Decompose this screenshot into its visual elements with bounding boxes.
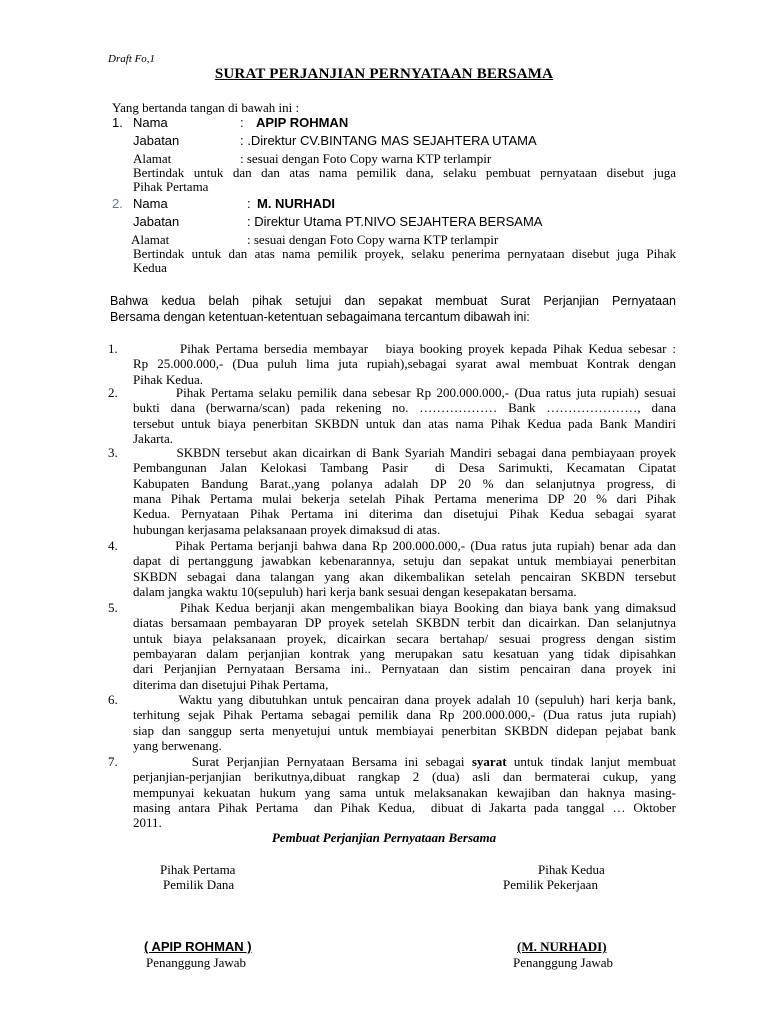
term-line: hubungan kerjasama pelaksanaan proyek dimaksud di atas. — [133, 521, 441, 537]
sign-right-name: (M. NURHADI) — [517, 939, 607, 954]
sign-left-sub: Pemilik Dana — [163, 877, 235, 892]
term-bold-word: syarat — [471, 754, 507, 769]
term-line: Pihak Kedua. — [133, 371, 204, 387]
sign-left-name-text: ( APIP ROHMAN ) — [144, 939, 252, 954]
party1-jabatan-label: Jabatan — [133, 133, 180, 148]
term-line: diterima dan disetujui Pihak Pertama, — [133, 676, 329, 692]
party2-description: Bertindak untuk dan atas nama pemilik proyek, selaku penerima pernyataan disebut juga Pihak — [133, 246, 676, 261]
term-line: 2011. — [133, 815, 162, 831]
party2-description-end: Kedua — [133, 260, 167, 275]
term-number: 2. — [108, 385, 118, 400]
party1-description-end: Pihak Pertama — [133, 179, 209, 194]
party1-description: Bertindak untuk dan dan atas nama pemilik dana, selaku pembuat pernyataan disebut juga — [133, 165, 676, 180]
party2-jabatan: : Direktur Utama PT.NIVO SEJAHTERA BERSAMA — [247, 214, 543, 229]
sign-left-name — [144, 940, 252, 954]
party1-alamat: : sesuai dengan Foto Copy warna KTP terlampir — [240, 151, 492, 166]
term-line: Kabupaten Bandung Barat.,yang polanya adalah DP 20 % dan selanjutnya progress, di — [133, 475, 676, 491]
term-line: Rp 25.000.000,- (Dua puluh lima juta rupiah),sebagai syarat awal membuat Kontrak dengan — [133, 356, 676, 372]
term-line: Pembangunan Jalan Kelokasi Tambang Pasir di Desa Sarimukti, Kecamatan Cipatat — [133, 460, 676, 476]
term-number: 1. — [108, 341, 118, 356]
agreement-line-1: Bahwa kedua belah pihak setujui dan sepakat membuat Surat Perjanjian Pernyataan — [110, 294, 676, 308]
term-line: SKBDN sebagai dana talangan yang akan dikembalikan setelah pencairan SKBDN tersebut — [133, 568, 676, 584]
term-line: Pihak Pertama berjanji bahwa dana Rp 200.000.000,- (Dua ratus juta rupiah) benar ada dan — [133, 538, 676, 553]
party2-alamat-label: Alamat — [131, 232, 170, 247]
term-line: dari Perjanjian Pernyataan Bersama ini.. Pernyataan dan sistim pencairan dana proyek ini — [133, 661, 676, 677]
term-line: mana Pihak Pertama mulai bekerja setelah Pihak Pertama menerima DP 20 % dari Pihak — [133, 490, 676, 506]
document-title: SURAT PERJANJIAN PERNYATAAN BERSAMA — [214, 66, 554, 82]
party1-alamat-label: Alamat — [133, 151, 172, 166]
term-number: 5. — [108, 600, 118, 615]
term-line: untuk biaya pelaksanaan proyek, dicairkan secara bertahap/ sesuai progress dengan sistim — [133, 630, 676, 646]
term-line: tersebut untuk biaya penerbitan SKBDN untuk dan atas nama Pihak Kedua pada Bank Mandiri — [133, 415, 676, 431]
term-number: 7. — [108, 754, 118, 769]
sign-right-title: Penanggung Jawab — [513, 955, 614, 970]
term-line: Waktu yang dibutuhkan untuk pencairan dana proyek adalah 10 (sepuluh) hari kerja bank, — [133, 692, 676, 707]
term-number: 4. — [108, 538, 118, 553]
party2-nama-colon: : — [247, 196, 251, 211]
term-line: yang berwenang. — [133, 737, 222, 753]
term-text: Surat Perjanjian Pernyataan Bersama ini sebagai — [133, 754, 472, 769]
term-line: siap dan sanggup serta menyetujui untuk membiayai penerbitan SKBDN didepan pejabat bank — [133, 722, 676, 738]
term-line: diatas bersamaan pembayaran DP proyek setelah SKBDN terbit dan dicairkan. Dan selanjutnya — [133, 615, 676, 631]
term-line: Pihak Pertama bersedia membayar biaya booking proyek kepada Pihak Kedua sebesar : — [133, 341, 676, 356]
term-line: bukti dana (berwarna/scan) pada rekening no. ……………… Bank …………………, dana — [133, 400, 676, 416]
term-number: 6. — [108, 692, 118, 707]
term-line: Jakarta. — [133, 430, 174, 446]
agreement-line-2: Bersama dengan ketentuan-ketentuan sebagaimana tercantum dibawah ini: — [110, 310, 530, 324]
party2-name: M. NURHADI — [257, 196, 335, 211]
term-line: masing antara Pihak Pertama dan Pihak Kedua, dibuat di Jakarta pada tanggal … Oktober — [133, 799, 676, 815]
sign-left-role: Pihak Pertama — [160, 862, 236, 877]
term-line — [133, 755, 676, 769]
sign-left-title: Penanggung Jawab — [146, 955, 247, 970]
party1-jabatan: : .Direktur CV.BINTANG MAS SEJAHTERA UTAMA — [240, 133, 537, 148]
term-line: Pihak Kedua berjanji akan mengembalikan biaya Booking dan biaya bank yang dimaksud — [133, 600, 676, 615]
draft-label: Draft Fo,1 — [108, 53, 156, 65]
intro-text: Yang bertanda tangan di bawah ini : — [112, 100, 300, 115]
term-line: Pihak Pertama selaku pemilik dana sebesar Rp 200.000.000,- (Dua ratus juta rupiah) sesuai — [133, 385, 676, 400]
party2-jabatan-label: Jabatan — [133, 214, 180, 229]
term-number: 3. — [108, 445, 118, 460]
party1-number: 1. — [112, 115, 123, 130]
term-line: perjanjian-perjanjian berikutnya,dibuat rangkap 2 (dua) asli dan bermaterai cukup, yang — [133, 769, 676, 785]
party2-alamat: : sesuai dengan Foto Copy warna KTP terlampir — [247, 232, 499, 247]
sign-right-role: Pihak Kedua — [538, 862, 605, 877]
party2-number: 2. — [112, 196, 123, 211]
term-line: dalam jangka waktu 10(sepuluh) hari kerja bank sesuai dengan kesepakatan bersama. — [133, 583, 577, 599]
closing-heading: Pembuat Perjanjian Pernyataan Bersama — [271, 830, 497, 845]
term-line: dapat di pertanggung jawabkan kebenarannya, setuju dan sepakat untuk membiayai penerbitan — [133, 553, 676, 569]
term-line: pembayaran dalam perjanjian kontrak yang merupakan satu kesatuan yang tidak dipisahkan — [133, 645, 676, 661]
party1-nama-label: Nama — [133, 115, 168, 130]
sign-right-sub: Pemilik Pekerjaan — [503, 877, 598, 892]
term-text: untuk tindak lanjut membuat — [506, 754, 676, 769]
term-line: Kedua. Pernyataan Pihak Pertama ini diterima dan disetujui Pihak Kedua sebagai syarat — [133, 506, 676, 522]
term-line: terhitung sejak Pihak Pertama sebagai pemilik dana Rp 200.000.000,- (Dua ratus juta rupiah) — [133, 707, 676, 723]
term-line: SKBDN tersebut akan dicairkan di Bank Syariah Mandiri sebagai dana pembiayaan proyek — [133, 445, 676, 460]
party1-nama-colon: : — [240, 115, 244, 130]
party2-nama-label: Nama — [133, 196, 168, 211]
party1-name: APIP ROHMAN — [256, 115, 349, 130]
term-line: mempunyai kekuatan hukum yang sama untuk melaksanakan kewajiban dan haknya masing- — [133, 784, 676, 800]
